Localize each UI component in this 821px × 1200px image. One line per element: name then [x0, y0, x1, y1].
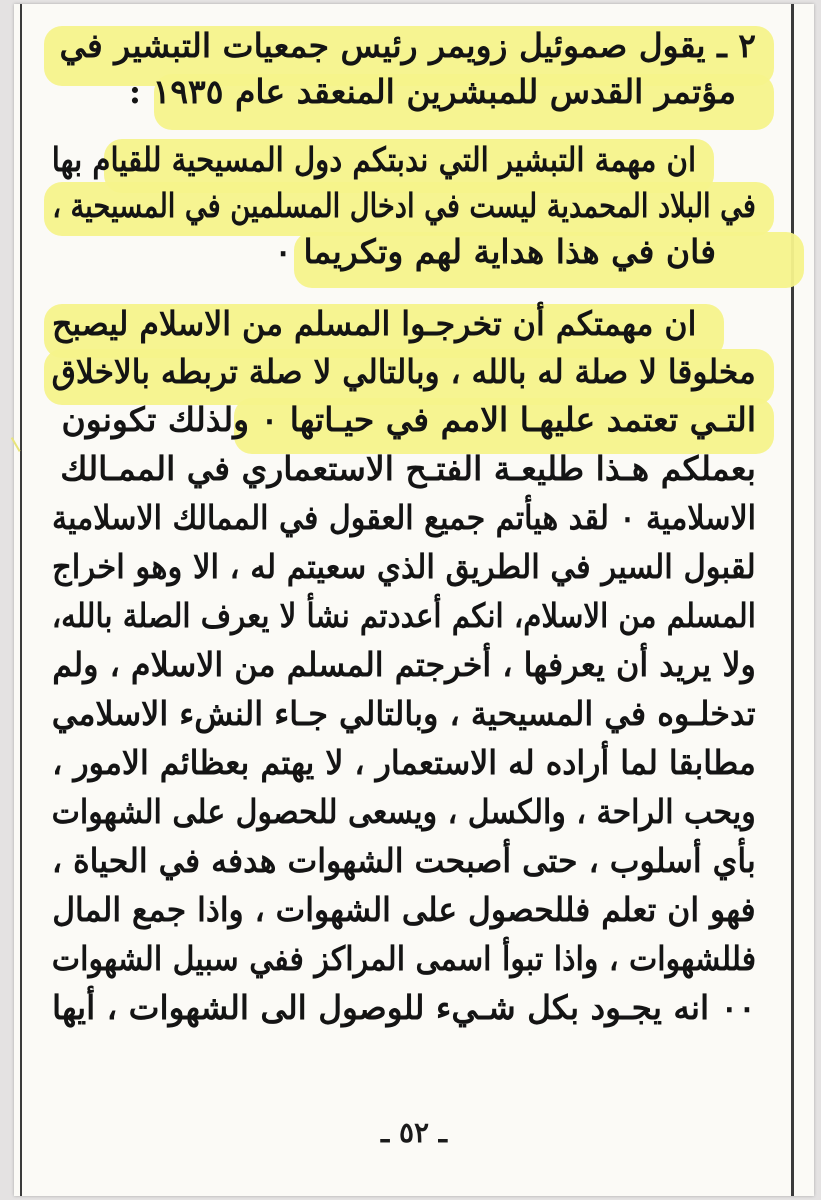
- p2-line-5: الاسلامية ٠ لقد هيأتم جميع العقول في الممالك الاسلامية: [51, 498, 756, 537]
- page-left-edge: [20, 4, 22, 1196]
- p2-line-7: المسلم من الاسلام، انكم أعددتم نشأ لا يعرف الصلة بالله،: [51, 596, 756, 635]
- heading-line-2: مؤتمر القدس للمبشرين المنعقد عام ١٩٣٥ :: [128, 72, 736, 111]
- p2-line-10: مطابقا لما أراده له الاستعمار ، لا يهتم بعظائم الامور ،: [52, 743, 756, 782]
- p2-line-12: بأي أسلوب ، حتى أصبحت الشهوات هدفه في الحياة ،: [52, 841, 756, 880]
- heading-line-1: ٢ ـ يقول صموئيل زويمر رئيس جمعيات التبشير في: [59, 26, 756, 65]
- page-number: ـ ٥٢ ـ: [381, 1116, 447, 1149]
- p2-line-9: تدخلـوه في المسيحية ، وبالتالي جـاء النشء الاسلامي: [52, 694, 756, 733]
- p2-line-11: ويحب الراحة ، والكسل ، ويسعى للحصول على الشهوات: [51, 792, 756, 831]
- p2-line-1: ان مهمتكم أن تخرجـوا المسلم من الاسلام ليصبح: [51, 304, 696, 343]
- highlighter-mark: [11, 432, 29, 452]
- p2-line-4: بعملكم هـذا طليعـة الفتـح الاستعماري في الممـالك: [60, 449, 756, 488]
- p2-line-15: ٠٠ انه يجـود بكل شـيء للوصول الى الشهوات ، أيها: [52, 988, 756, 1027]
- p2-line-6: لقبول السير في الطريق الذي سعيتم له ، الا وهو اخراج: [52, 547, 756, 586]
- p2-line-14: فللشهوات ، واذا تبوأ اسمى المراكز ففي سبيل الشهوات: [51, 939, 756, 978]
- p2-line-8: ولا يريد أن يعرفها ، أخرجتم المسلم من الاسلام ، ولم: [52, 645, 756, 684]
- p1-line-1: ان مهمة التبشير التي ندبتكم دول المسيحية للقيام بها: [51, 140, 696, 179]
- p2-line-2: مخلوقا لا صلة له بالله ، وبالتالي لا صلة تربطه بالاخلاق: [51, 352, 756, 391]
- p1-line-2: في البلاد المحمدية ليست في ادخال المسلمين في المسيحية ،: [52, 186, 756, 225]
- book-page: [14, 4, 814, 1196]
- p1-line-3: فان في هذا هداية لهم وتكريما ٠: [274, 232, 716, 271]
- page-text: [52, 4, 756, 1104]
- p2-line-13: فهو ان تعلم فللحصول على الشهوات ، واذا جمع المال: [52, 890, 756, 929]
- p2-line-3: التـي تعتمد عليهـا الامم في حيـاتها ٠ ولذلك تكونون: [61, 400, 756, 439]
- page-right-edge: [791, 4, 794, 1196]
